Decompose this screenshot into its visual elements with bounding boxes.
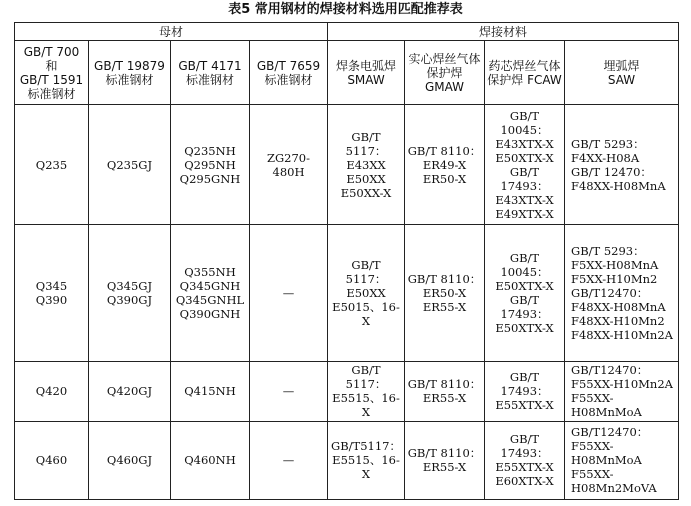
col-header-gb19879: GB/T 19879 标准钢材 (89, 41, 171, 105)
col-header-gb4171: GB/T 4171 标准钢材 (171, 41, 250, 105)
cell-saw: GB/T 5293： F5XX-H08MnA F5XX-H10Mn2 GB/T12470： F48XX-H08MnA F48XX-H10Mn2 F48XX-H10Mn2A (565, 225, 679, 361)
cell-gb7659: — (250, 361, 328, 421)
cell-gb4171: Q460NH (171, 421, 250, 499)
cell-gmaw: GB/T 8110： ER55-X (405, 361, 485, 421)
cell-smaw: GB/T 5117： E50XX E5015、16-X (328, 225, 405, 361)
table-row (15, 361, 679, 421)
col-header-smaw: 焊条电弧焊 SMAW (328, 41, 405, 105)
cell-gmaw: GB/T 8110： ER55-X (405, 421, 485, 499)
cell-gb700: Q345 Q390 (15, 225, 89, 361)
welding-material-table (14, 22, 679, 500)
cell-gmaw: GB/T 8110： ER50-X ER55-X (405, 225, 485, 361)
cell-gb700: Q460 (15, 421, 89, 499)
group-header-row (15, 23, 679, 41)
col-header-gb7659: GB/T 7659 标准钢材 (250, 41, 328, 105)
col-header-saw: 埋弧焊 SAW (565, 41, 679, 105)
cell-gb700: Q235 (15, 105, 89, 225)
cell-fcaw: GB/T 10045： E50XTX-X GB/T 17493： E50XTX-X (485, 225, 565, 361)
cell-gb19879: Q420GJ (89, 361, 171, 421)
table-row (15, 421, 679, 499)
cell-fcaw: GB/T 10045： E43XTX-X E50XTX-X GB/T 17493： E43XTX-X E49XTX-X (485, 105, 565, 225)
cell-saw: GB/T 5293： F4XX-H08A GB/T 12470： F48XX-H08MnA (565, 105, 679, 225)
cell-fcaw: GB/T 17493： E55XTX-X (485, 361, 565, 421)
cell-smaw: GB/T 5117： E43XX E50XX E50XX-X (328, 105, 405, 225)
base-material-group-header: 母材 (15, 23, 328, 41)
cell-gb7659: ZG270-480H (250, 105, 328, 225)
table-title: 表5 常用钢材的焊接材料选用匹配推荐表 (228, 2, 463, 17)
cell-saw: GB/T12470： F55XX-H08MnMoA F55XX-H08Mn2MoVA (565, 421, 679, 499)
cell-gb19879: Q235GJ (89, 105, 171, 225)
cell-smaw: GB/T 5117： E5515、16-X (328, 361, 405, 421)
table-row (15, 225, 679, 361)
col-header-gmaw: 实心焊丝气体 保护焊 GMAW (405, 41, 485, 105)
cell-gb19879: Q345GJ Q390GJ (89, 225, 171, 361)
cell-gb19879: Q460GJ (89, 421, 171, 499)
cell-gb4171: Q235NH Q295NH Q295GNH (171, 105, 250, 225)
cell-saw: GB/T12470： F55XX-H10Mn2A F55XX-H08MnMoA (565, 361, 679, 421)
welding-material-group-header: 焊接材料 (328, 23, 679, 41)
cell-gb4171: Q415NH (171, 361, 250, 421)
cell-gb700: Q420 (15, 361, 89, 421)
cell-gb7659: — (250, 225, 328, 361)
cell-fcaw: GB/T 17493： E55XTX-X E60XTX-X (485, 421, 565, 499)
col-header-fcaw: 药芯焊丝气体 保护焊 FCAW (485, 41, 565, 105)
cell-gb4171: Q355NH Q345GNH Q345GNHL Q390GNH (171, 225, 250, 361)
table-row (15, 105, 679, 225)
col-header-gb700-gb1591: GB/T 700 和 GB/T 1591 标准钢材 (15, 41, 89, 105)
column-header-row (15, 41, 679, 105)
cell-gmaw: GB/T 8110： ER49-X ER50-X (405, 105, 485, 225)
cell-gb7659: — (250, 421, 328, 499)
cell-smaw: GB/T5117： E5515、16-X (328, 421, 405, 499)
